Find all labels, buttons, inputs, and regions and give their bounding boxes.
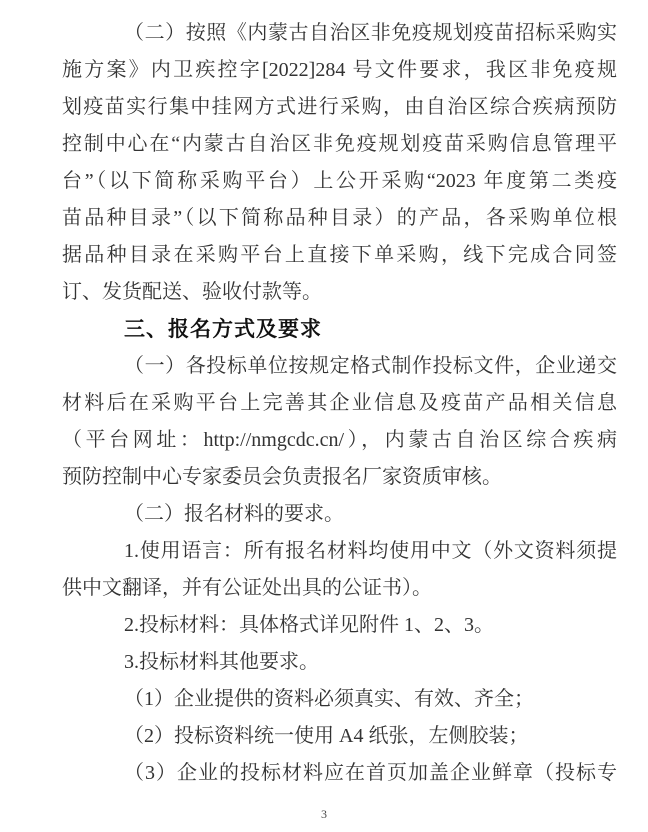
- text-line: 据品种目录在采购平台上直接下单采购，线下完成合同签: [62, 244, 617, 266]
- text-line: 1.使用语言：所有报名材料均使用中文（外文资料须提: [124, 540, 617, 562]
- text-line: 施方案》内卫疾控字[2022]284 号文件要求，我区非免疫规: [62, 59, 617, 81]
- text-line: 2.投标材料：具体格式详见附件 1、2、3。: [124, 614, 494, 636]
- text-line: （2）投标资料统一使用 A4 纸张，左侧胶装；: [124, 725, 529, 747]
- text-line: 苗品种目录”（以下简称品种目录）的产品，各采购单位根: [62, 207, 617, 229]
- text-line: 供中文翻译，并有公证处出具的公证书）。: [62, 577, 432, 599]
- text-line: 台”（以下简称采购平台）上公开采购“2023 年度第二类疫: [62, 170, 617, 192]
- text-line: （3）企业的投标材料应在首页加盖企业鲜章（投标专: [124, 762, 617, 784]
- text-line: 3.投标材料其他要求。: [124, 651, 319, 673]
- section-heading: 三、报名方式及要求: [124, 318, 322, 341]
- text-line: （平台网址：http://nmgcdc.cn/），内蒙古自治区综合疾病: [62, 429, 617, 451]
- text-line: （一）各投标单位按规定格式制作投标文件，企业递交: [124, 355, 617, 377]
- document-body: [62, 15, 617, 792]
- text-line: 控制中心在“内蒙古自治区非免疫规划疫苗采购信息管理平: [62, 133, 617, 155]
- text-line: （二）报名材料的要求。: [124, 503, 344, 525]
- text-line: 材料后在采购平台上完善其企业信息及疫苗产品相关信息: [62, 392, 617, 414]
- text-line: 预防控制中心专家委员会负责报名厂家资质审核。: [62, 466, 502, 488]
- text-line: 划疫苗实行集中挂网方式进行采购，由自治区综合疾病预防: [62, 96, 617, 118]
- text-line: （二）按照《内蒙古自治区非免疫规划疫苗招标采购实: [124, 22, 617, 44]
- page-number: 3: [321, 807, 327, 821]
- text-line: 订、发货配送、验收付款等。: [62, 281, 322, 303]
- text-line: （1）企业提供的资料必须真实、有效、齐全；: [124, 688, 534, 710]
